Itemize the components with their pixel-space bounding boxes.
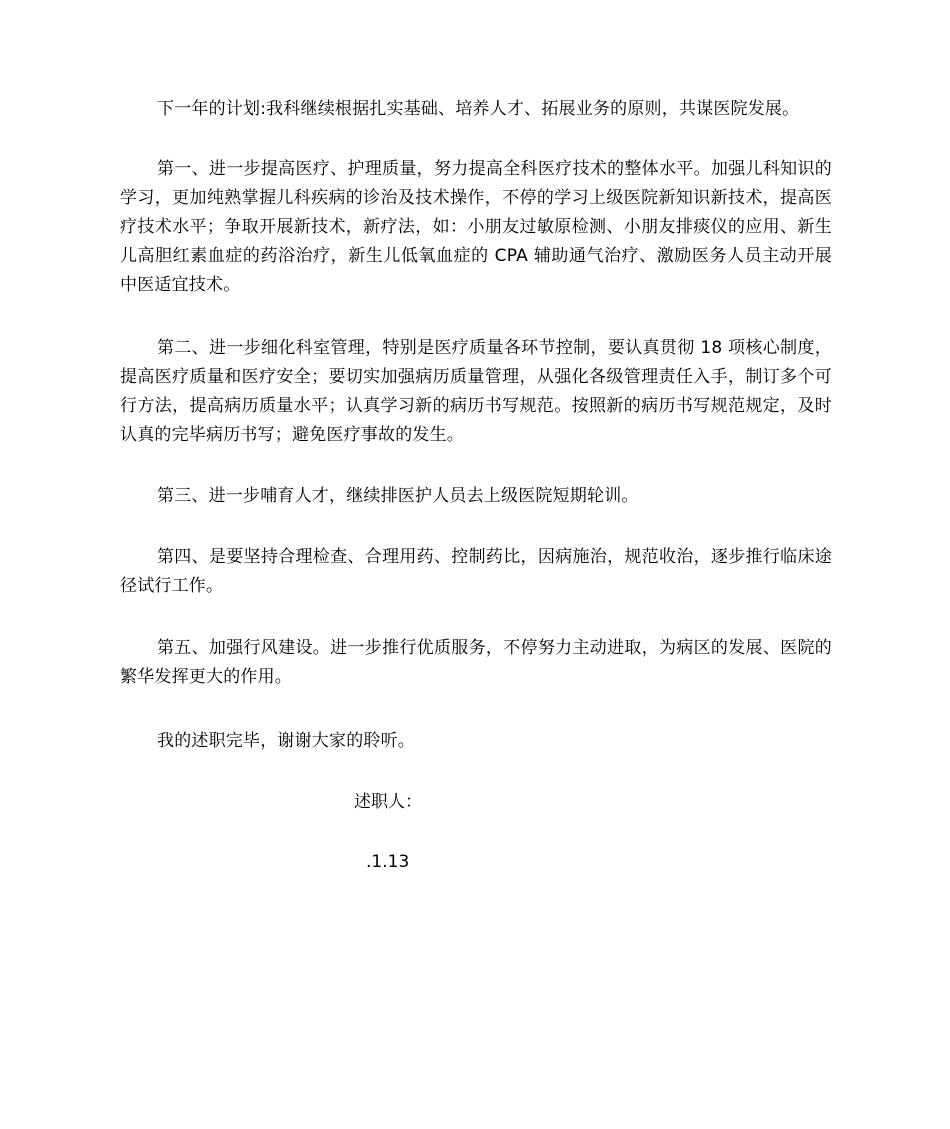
plan-item-5-paragraph: 第五、加强行风建设。进一步推行优质服务，不停努力主动进取，为病区的发展、医院的繁华发挥更大的作用。 <box>120 638 832 687</box>
signature-label: 述职人： <box>354 792 422 812</box>
plan-intro-paragraph: 下一年的计划:我科继续根据扎实基础、培养人才、拓展业务的原则，共谋医院发展。 <box>157 99 800 119</box>
plan-item-2-paragraph: 第二、进一步细化科室管理，特别是医疗质量各环节控制，要认真贯彻 18 项核心制度，提高医疗质量和医疗安全；要切实加强病历质量管理，从强化各级管理责任入手，制订多个可行方法，提高病历质量水平；认真学习新的病历书写规范。按照新的病历书写规范规定，及时认真的完毕病历书写；避免医疗事故的发生。 <box>120 338 832 445</box>
plan-item-1-paragraph: 第一、进一步提高医疗、护理质量，努力提高全科医疗技术的整体水平。加强儿科知识的学习，更加纯熟掌握儿科疾病的诊治及技术操作，不停的学习上级医院新知识新技术，提高医疗技术水平；争取开展新技术，新疗法，如：小朋友过敏原检测、小朋友排痰仪的应用、新生儿高胆红素血症的药浴治疗，新生儿低氧血症的 CPA 辅助通气治疗、激励医务人员主动开展中医适宜技术。 <box>120 159 832 295</box>
signature-date: .1.13 <box>366 852 410 872</box>
plan-item-3-paragraph: 第三、进一步哺育人才，继续排医护人员去上级医院短期轮训。 <box>157 486 639 506</box>
closing-paragraph: 我的述职完毕，谢谢大家的聆听。 <box>157 731 415 751</box>
plan-item-4-paragraph: 第四、是要坚持合理检查、合理用药、控制药比，因病施治，规范收治，逐步推行临床途径试行工作。 <box>120 547 832 596</box>
